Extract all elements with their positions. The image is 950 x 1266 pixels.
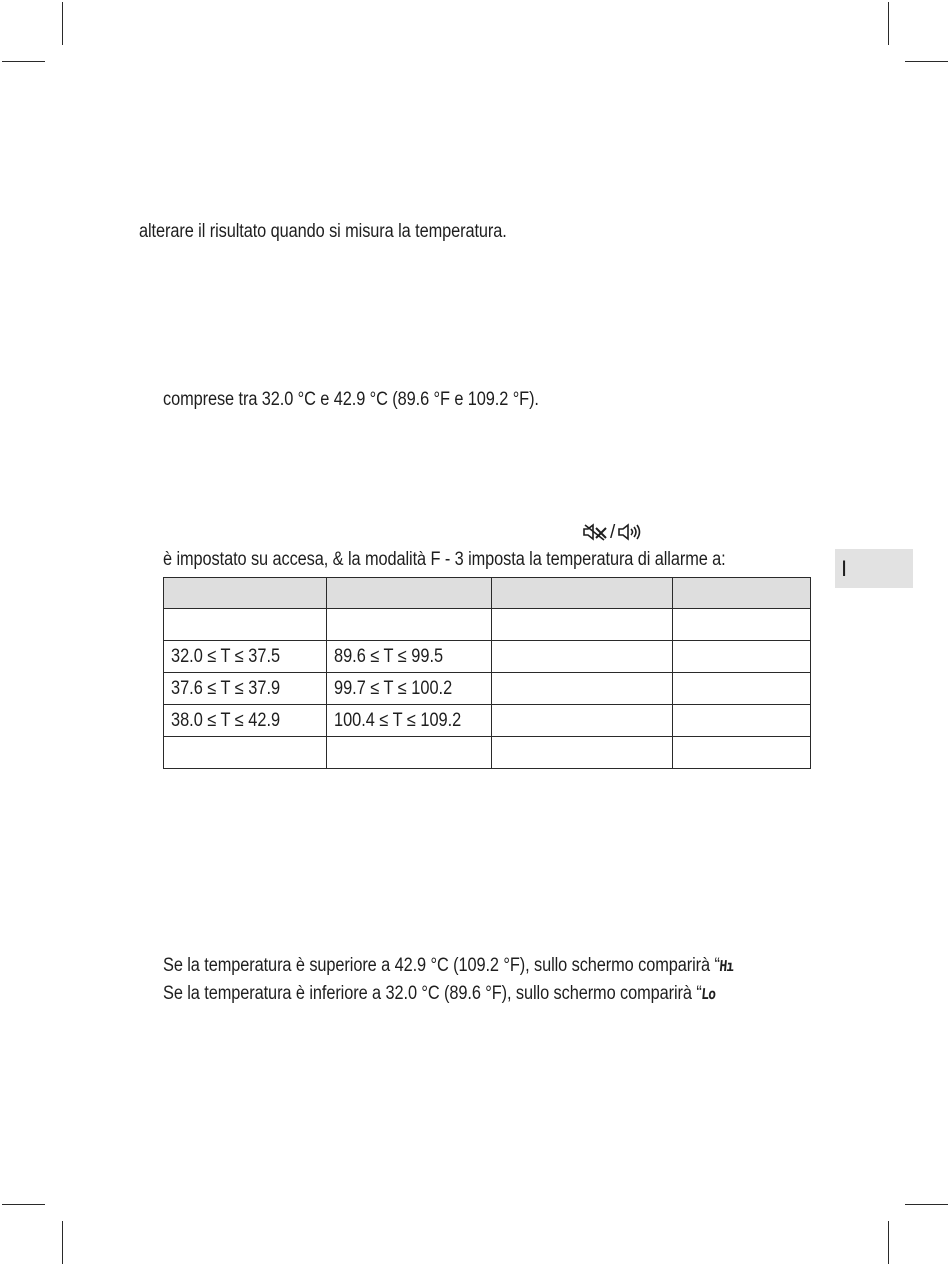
table-cell: 99.7 ≤ T ≤ 100.2 [327, 673, 492, 705]
icon-separator: / [610, 521, 616, 543]
sound-toggle-icons [582, 520, 643, 544]
alarm-temperature-table [163, 577, 811, 769]
lcd-hi-symbol: Hı [718, 957, 735, 975]
crop-mark [905, 61, 948, 62]
table-cell: 89.6 ≤ T ≤ 99.5 [327, 641, 492, 673]
table-cell [673, 609, 811, 641]
table-cell [492, 609, 673, 641]
language-tab [835, 549, 913, 588]
table-header-cell [673, 578, 811, 609]
table-cell [492, 705, 673, 737]
table-cell [492, 673, 673, 705]
table-cell [164, 737, 327, 769]
body-text-line: alterare il risultato quando si misura la temperatura. [139, 221, 507, 242]
table-cell [492, 641, 673, 673]
hi-warning-line [163, 955, 734, 977]
table-row [164, 609, 811, 641]
crop-mark [905, 1204, 948, 1205]
crop-mark [2, 61, 45, 62]
table-cell [673, 673, 811, 705]
table-row [164, 641, 811, 673]
body-text-line: è impostato su accesa, & la modalità F - 3 imposta la temperatura di allarme a: [163, 549, 726, 570]
lcd-lo-symbol: Lo [700, 985, 717, 1003]
table-cell: 38.0 ≤ T ≤ 42.9 [164, 705, 327, 737]
lo-warning-line [163, 983, 716, 1005]
table-cell [673, 705, 811, 737]
sound-off-icon [582, 522, 608, 542]
sound-on-icon [617, 522, 643, 542]
crop-mark [888, 2, 889, 45]
table-cell [327, 609, 492, 641]
table-cell [492, 737, 673, 769]
table-header-row [164, 578, 811, 609]
table-cell [327, 737, 492, 769]
hi-warning-text: Se la temperatura è superiore a 42.9 °C (109.2 °F), sullo schermo comparirà “ [163, 955, 720, 976]
table-cell: 32.0 ≤ T ≤ 37.5 [164, 641, 327, 673]
table-header-cell [164, 578, 327, 609]
lo-warning-text: Se la temperatura è inferiore a 32.0 °C (89.6 °F), sullo schermo comparirà “ [163, 983, 702, 1004]
table-header-cell [327, 578, 492, 609]
table-cell: 100.4 ≤ T ≤ 109.2 [327, 705, 492, 737]
language-tab-letter: I [841, 556, 848, 581]
crop-mark [888, 1221, 889, 1264]
body-text-line: comprese tra 32.0 °C e 42.9 °C (89.6 °F e 109.2 °F). [163, 389, 539, 410]
table-cell [673, 641, 811, 673]
crop-mark [62, 2, 63, 45]
table-row [164, 705, 811, 737]
crop-mark [2, 1204, 45, 1205]
table-row [164, 673, 811, 705]
table-cell [164, 609, 327, 641]
table-row [164, 737, 811, 769]
table-header-cell [492, 578, 673, 609]
table-cell: 37.6 ≤ T ≤ 37.9 [164, 673, 327, 705]
table-cell [673, 737, 811, 769]
crop-mark [62, 1221, 63, 1264]
